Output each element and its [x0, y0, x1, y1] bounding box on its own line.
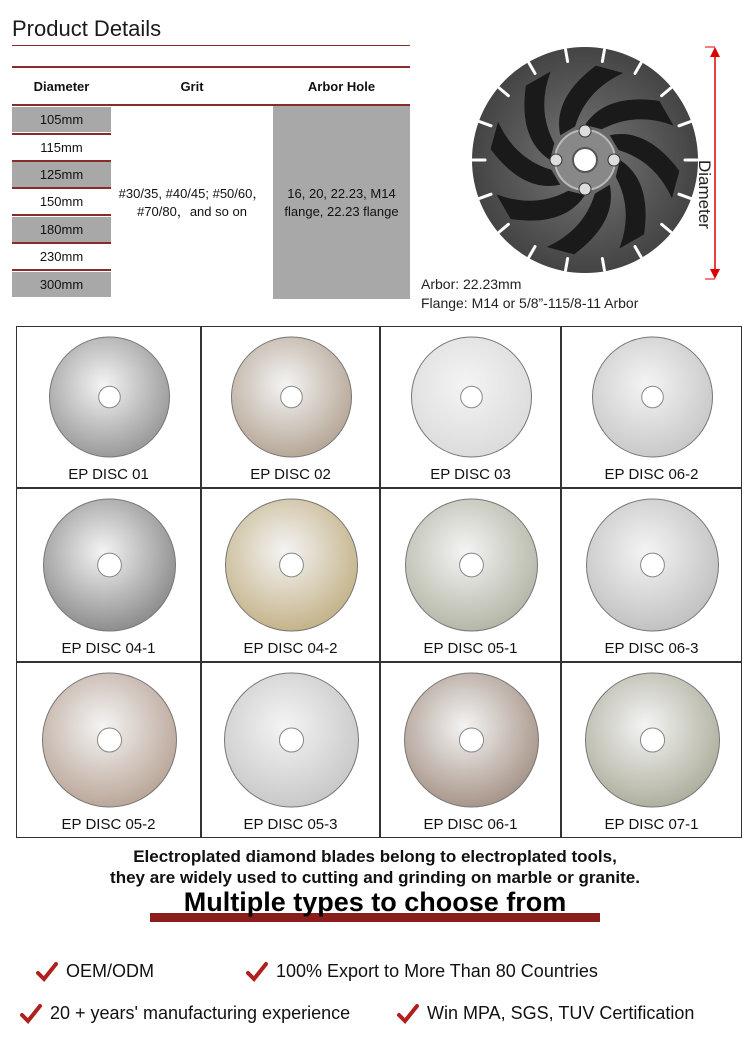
product-label: EP DISC 06-3: [604, 640, 699, 657]
feature-text: OEM/ODM: [66, 961, 154, 981]
product-card: [380, 488, 561, 662]
product-label: EP DISC 03: [430, 466, 511, 483]
product-label: EP DISC 05-1: [423, 640, 518, 657]
product-card: [16, 662, 201, 838]
diameter-cell: 150mm: [39, 194, 84, 209]
product-card: [561, 326, 742, 488]
product-label: EP DISC 05-2: [61, 816, 156, 833]
blade-image: [381, 327, 562, 463]
blade-image: [202, 663, 381, 813]
product-label: EP DISC 02: [250, 466, 331, 483]
blade-image: [562, 489, 743, 637]
diameter-label: Diameter: [695, 160, 714, 229]
blade-image: [202, 489, 381, 637]
product-label: EP DISC 07-1: [604, 816, 699, 833]
product-label: EP DISC 01: [68, 466, 149, 483]
feature-item: [36, 961, 154, 982]
feature-item: [20, 1003, 350, 1024]
blade-image: [562, 327, 743, 463]
product-card: [201, 488, 380, 662]
check-icon: [246, 962, 268, 982]
grit-cell: #30/35, #40/45; #50/60，#70/80，and so on: [118, 185, 266, 219]
table-top-rule: [12, 66, 410, 68]
product-label: EP DISC 06-2: [604, 466, 699, 483]
description-line: Electroplated diamond blades belong to electroplated tools,: [133, 847, 617, 866]
description-line: they are widely used to cutting and grinding on marble or granite.: [110, 868, 640, 887]
product-card: [380, 326, 561, 488]
description: [0, 846, 750, 888]
blade-image: [17, 663, 202, 813]
title-divider: [12, 45, 410, 46]
blade-image: [202, 327, 381, 463]
arbor-note: [421, 275, 638, 313]
check-icon: [20, 1004, 42, 1024]
diameter-cell: 125mm: [12, 162, 111, 187]
header-diameter: Diameter: [33, 79, 90, 94]
row-divider: [12, 269, 111, 271]
product-card: [561, 488, 742, 662]
arbor-note-line: Arbor: 22.23mm: [421, 276, 522, 292]
diameter-cell: 180mm: [12, 217, 111, 242]
flange-note-line: Flange: M14 or 5/8”-115/8-11 Arbor: [421, 295, 639, 311]
product-card: [380, 662, 561, 838]
diameter-cell: 115mm: [40, 140, 83, 155]
check-icon: [397, 1004, 419, 1024]
product-label: EP DISC 04-1: [61, 640, 156, 657]
feature-text: 100% Export to More Than 80 Countries: [276, 961, 598, 981]
hero-blade-image: [470, 45, 700, 275]
product-card: [16, 488, 201, 662]
product-card: [201, 662, 380, 838]
headline: Multiple types to choose from: [183, 887, 567, 917]
arbor-hole-cell: 16, 20, 22.23, M14 flange, 22.23 flange: [273, 106, 410, 299]
blade-image: [381, 489, 562, 637]
blade-image: [17, 327, 202, 463]
feature-item: [246, 961, 598, 982]
product-card: [16, 326, 201, 488]
feature-text: Win MPA, SGS, TUV Certification: [427, 1003, 695, 1023]
blade-image: [562, 663, 743, 813]
header-grit: Grit: [180, 79, 204, 94]
product-card: [201, 326, 380, 488]
product-grid: [16, 326, 742, 838]
diameter-cell: 105mm: [12, 107, 111, 132]
diameter-cell: 300mm: [12, 272, 111, 297]
feature-item: [397, 1003, 694, 1024]
page-title: Product Details: [12, 16, 162, 41]
check-icon: [36, 962, 58, 982]
feature-text: 20 + years' manufacturing experience: [50, 1003, 351, 1023]
product-card: [561, 662, 742, 838]
product-label: EP DISC 05-3: [243, 816, 338, 833]
product-label: EP DISC 06-1: [423, 816, 518, 833]
header-arbor-hole: Arbor Hole: [307, 79, 376, 94]
blade-image: [381, 663, 562, 813]
product-label: EP DISC 04-2: [243, 640, 338, 657]
row-divider: [12, 214, 111, 216]
blade-image: [17, 489, 202, 637]
diameter-cell: 230mm: [39, 249, 84, 264]
